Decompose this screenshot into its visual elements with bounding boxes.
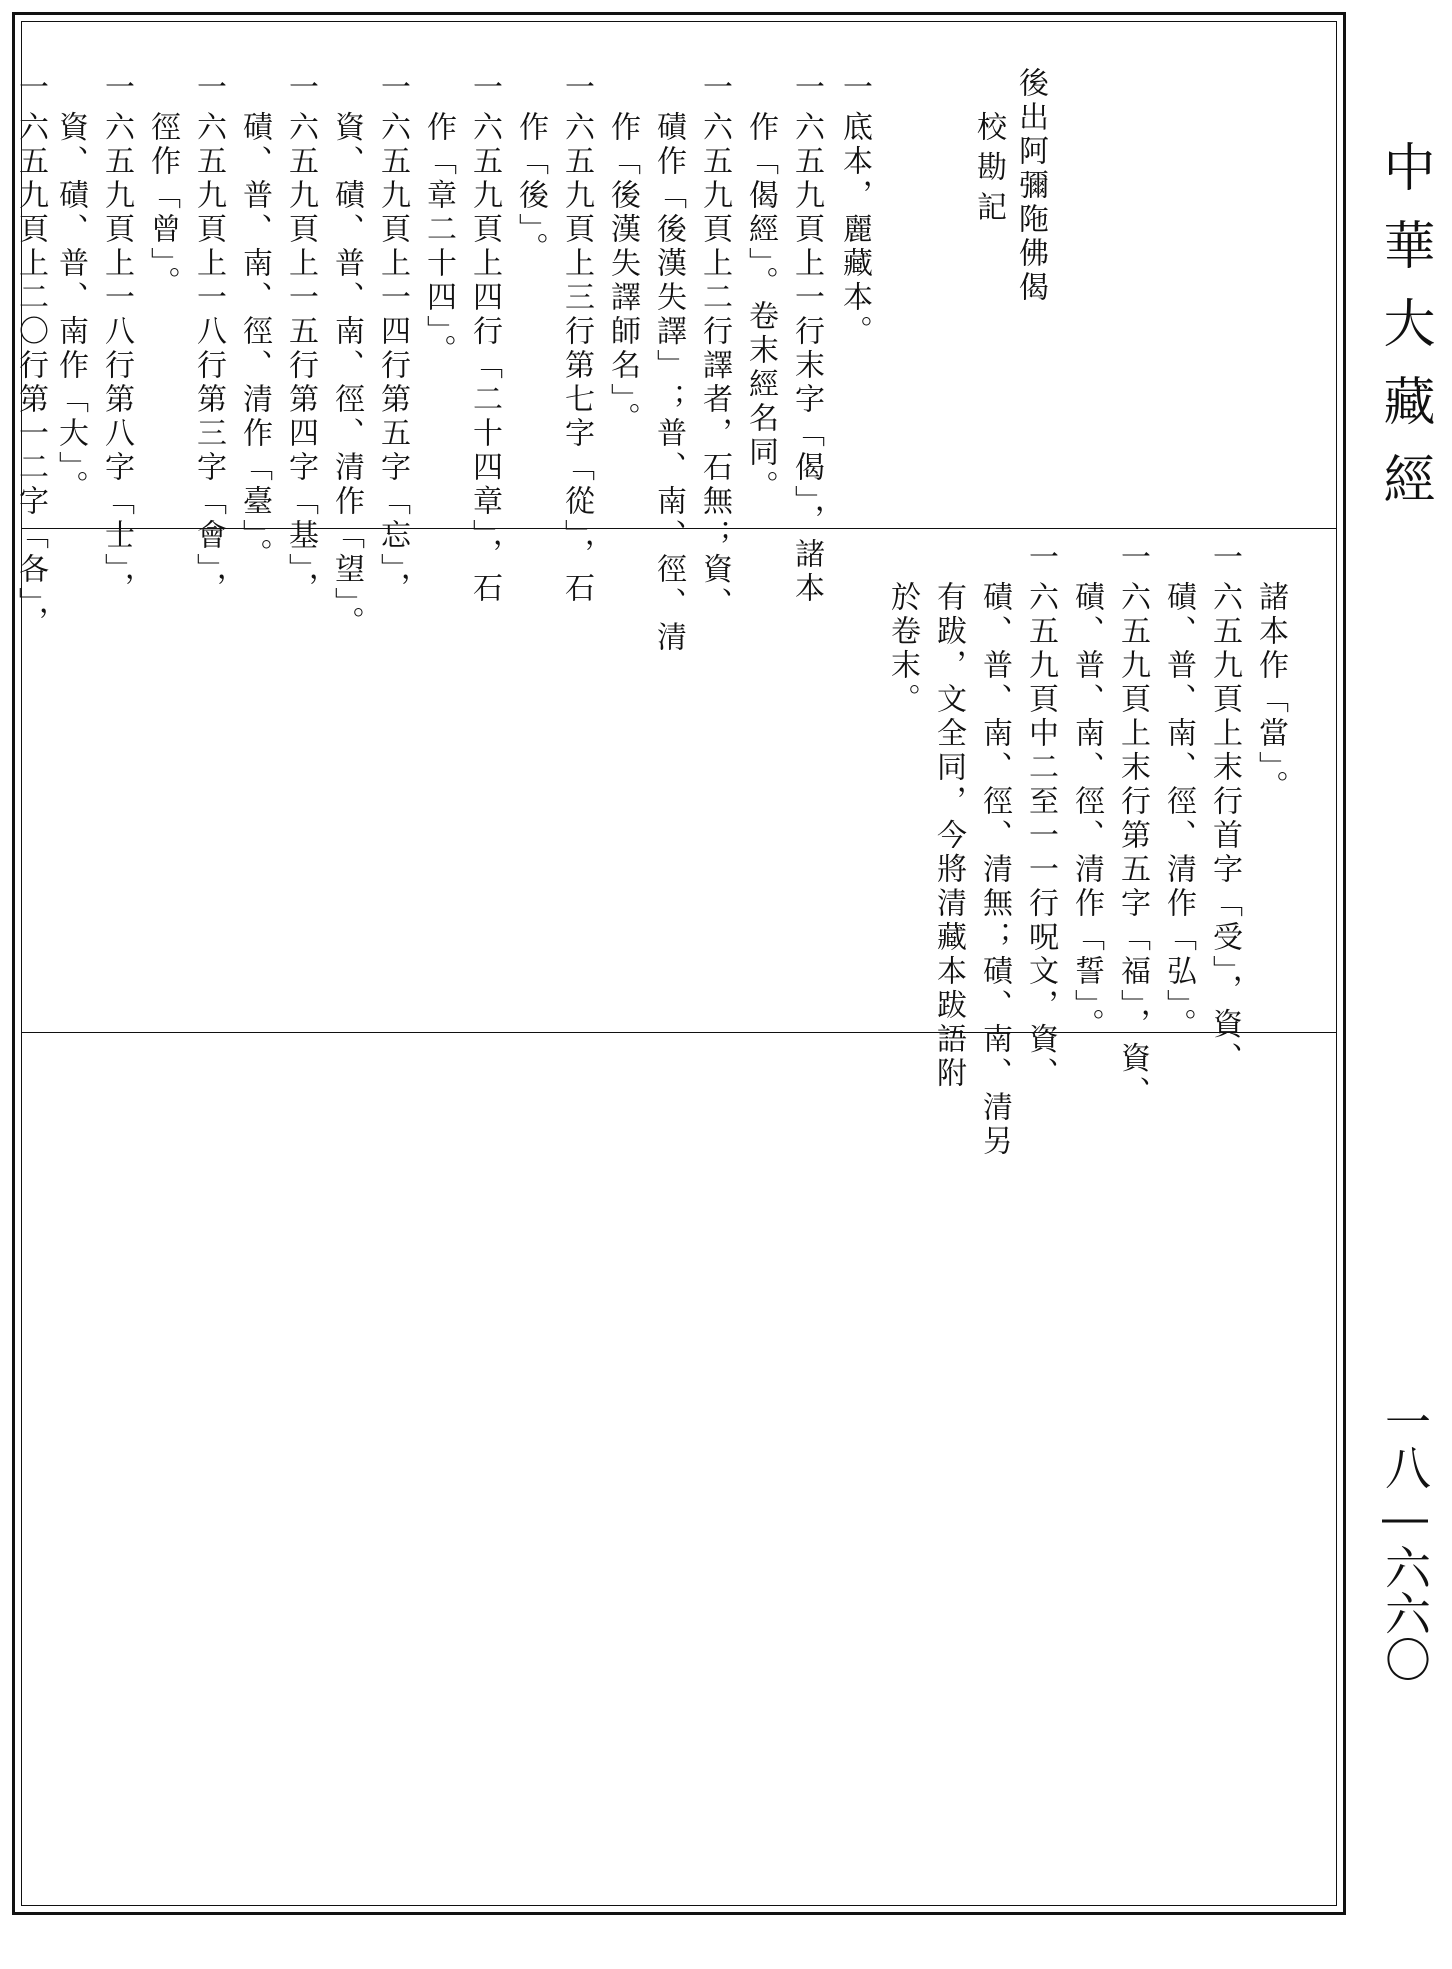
note-column: 磧作「後漢失譯」；普、南、徑、清 <box>651 111 686 655</box>
note-column: 徑作「曾」。 <box>145 111 180 300</box>
page-number: 一八―六六〇 <box>1378 1398 1432 1682</box>
running-title: 中華大藏經 <box>1374 140 1434 530</box>
entry-dash: 一 <box>191 71 226 101</box>
note-column: 六五九頁上三行第七字「從」，石 <box>559 111 594 606</box>
note-column: 磧、普、南、徑、清作「臺」。 <box>237 111 272 572</box>
note-column: 磧、普、南、徑、清無；磧、南、清另 <box>977 581 1012 1159</box>
note-column: 六五九頁中二至一一行呪文，資、 <box>1023 581 1058 1091</box>
note-column: 六五九頁上一行末字「偈」，諸本 <box>789 111 824 606</box>
note-column: 六五九頁上二行譯者，石無；資、 <box>697 111 732 621</box>
note-column: 六五九頁上一四行第五字「忘」， <box>375 111 410 606</box>
note-column: 於卷末。 <box>885 581 920 717</box>
note-column: 磧、普、南、徑、清作「弘」。 <box>1161 581 1196 1042</box>
entry-dash: 一 <box>837 71 872 101</box>
entry-dash: 一 <box>789 71 824 101</box>
note-column: 六五九頁上一八行第八字「士」， <box>99 111 134 606</box>
entry-dash: 一 <box>697 71 732 101</box>
note-column: 六五九頁上末行首字「受」，資、 <box>1207 581 1242 1076</box>
note-column: 資、磧、普、南作「大」。 <box>53 111 88 504</box>
entry-dash: 一 <box>99 71 134 101</box>
doc-title: 後出阿彌陁佛偈 <box>1013 67 1048 305</box>
note-column: 六五九頁上一八行第三字「會」， <box>191 111 226 606</box>
page-frame <box>12 12 1346 1915</box>
note-column: 六五九頁上末行第五字「福」，資、 <box>1115 581 1150 1110</box>
note-column: 有跋，文全同，今將清藏本跋語附 <box>931 581 966 1091</box>
entry-dash: 一 <box>1023 541 1058 571</box>
note-column: 作「後漢失譯師名」。 <box>605 111 640 436</box>
note-column: 六五九頁上一五行第四字「基」， <box>283 111 318 606</box>
note-column: 作「章二十四」。 <box>421 111 456 368</box>
note-column: 六五九頁上四行「二十四章」，石 <box>467 111 502 606</box>
entry-dash: 一 <box>1115 541 1150 571</box>
section-title: 校勘記 <box>971 111 1006 231</box>
entry-dash: 一 <box>1207 541 1242 571</box>
note-column: 作「偈經」。卷末經名同。 <box>743 111 778 504</box>
note-column: 六五九頁上二〇行第一二字「各」， <box>13 111 48 640</box>
entry-dash: 一 <box>559 71 594 101</box>
note-column: 資、磧、普、南、徑、清作「望」。 <box>329 111 364 640</box>
entry-dash: 一 <box>283 71 318 101</box>
note-column: 諸本作「當」。 <box>1253 581 1288 804</box>
note-column: 底本，麗藏本。 <box>837 111 872 349</box>
entry-dash: 一 <box>375 71 410 101</box>
note-column: 作「後」。 <box>513 111 548 266</box>
entry-dash: 一 <box>13 71 48 101</box>
entry-dash: 一 <box>467 71 502 101</box>
note-column: 磧、普、南、徑、清作「誓」。 <box>1069 581 1104 1042</box>
